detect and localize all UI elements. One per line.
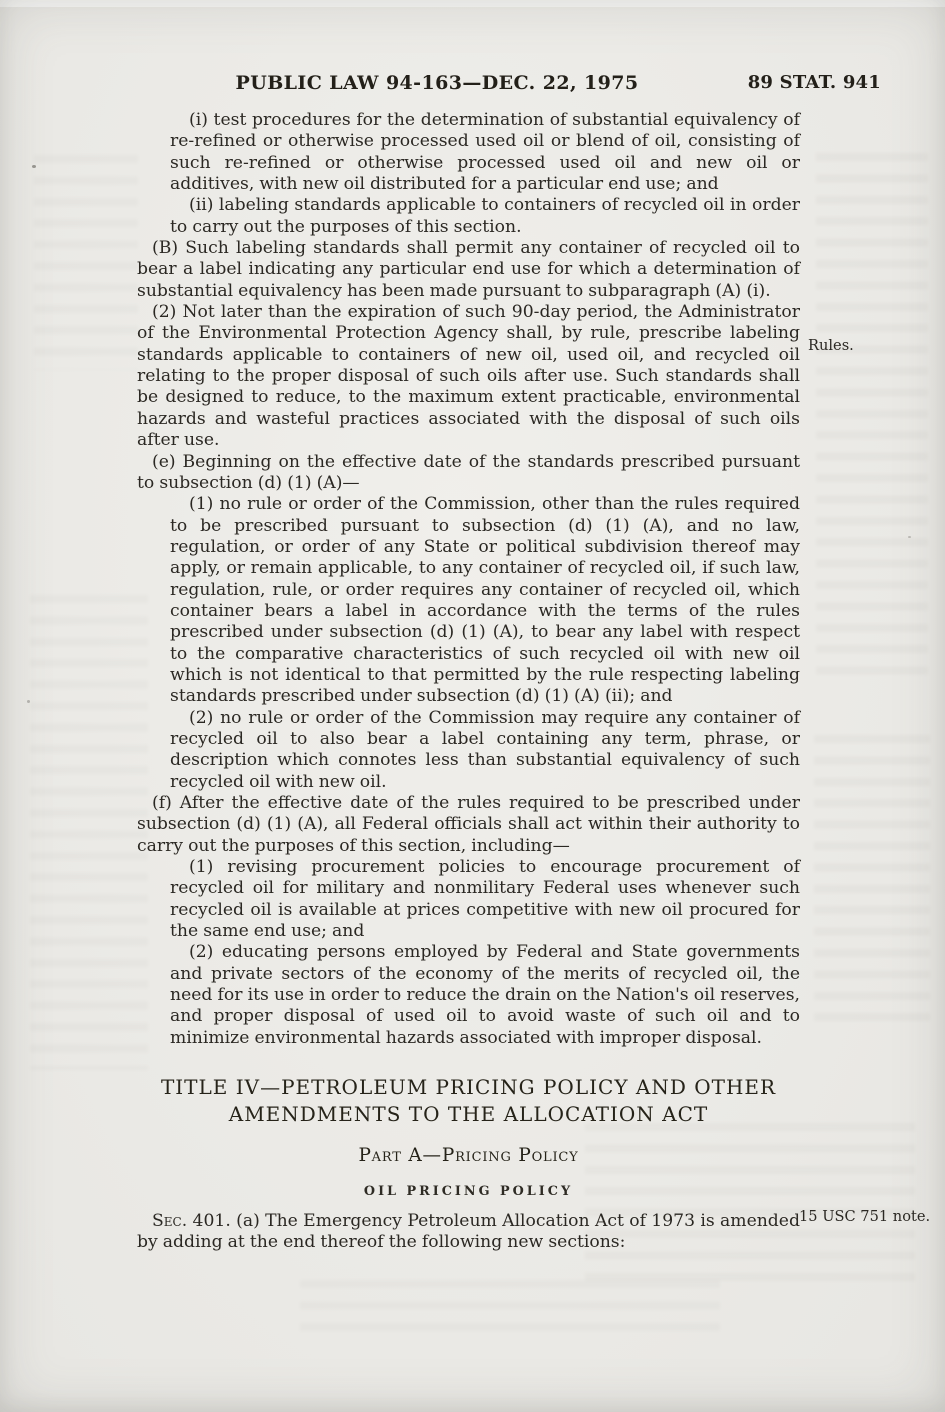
ink-speck — [27, 700, 30, 703]
title-iv-heading — [137, 1074, 800, 1128]
bleed-through-texture — [816, 148, 928, 688]
bleed-through-texture — [30, 590, 148, 1070]
ink-speck — [908, 536, 911, 538]
section-401-label: Sec. 401. — [152, 1211, 231, 1232]
part-a-heading: Part A—Pricing Policy — [358, 1145, 579, 1167]
bleed-through-texture — [814, 730, 930, 1030]
paragraph-2: (2) Not later than the expiration of such 90-day period, the Administrator of the Environmental Protection Agency shall, by rule, prescribe labeling standards applicable to containers of new oil, used oil, and recycled oil relating to the proper disposal of such oils after use. Such standards shall be designed to reduce, to the maximum extent practicable, environmental hazards and wasteful practices associated with the disposal of such oils after use. — [137, 302, 800, 451]
running-head-law-citation: PUBLIC LAW 94-163—DEC. 22, 1975 — [235, 72, 639, 94]
margin-note-rules: Rules. — [808, 337, 854, 354]
item-e-1: (1) no rule or order of the Commission, other than the rules required to be prescribed pursuant to subsection (d) (1) (A), and no law, regulation, or order of any State or political subdivision thereof may apply, or remain applicable, to any container of recycled oil, if such law, regulation, rule, or order requires any container of recycled oil, which container bears a label in accordance with the terms of the rules prescribed under subsection (d) (1) (A), to bear any label with respect to the comparative characteristics of such recycled oil with new oil which is not identical to that permitted by the rule respecting labeling standards prescribed under subsection (d) (1) (A) (ii); and — [170, 494, 800, 707]
item-f-1: (1) revising procurement policies to encourage procurement of recycled oil for military and nonmilitary Federal uses whenever such recycled oil is available at prices competitive with new oil procured for the same end use; and — [170, 857, 800, 942]
section-401-paragraph — [137, 1211, 800, 1254]
item-e-2: (2) no rule or order of the Commission may require any container of recycled oil to also bear a label containing any term, phrase, or description which connotes less than substantial equivalency of such recycled oil with new oil. — [170, 707, 800, 792]
statute-text-column — [137, 110, 800, 1254]
clause-i: (i) test procedures for the determination of substantial equivalency of re-refined or otherwise processed used oil or blend of oil, consisting of such re-refined or otherwise processed used oil and new oil or additives, with new oil distributed for a particular end use; and — [170, 110, 800, 195]
running-head-stat-citation: 89 STAT. 941 — [747, 72, 881, 93]
subsection-f: (f) After the effective date of the rules required to be prescribed under subsection (d) (1) (A), all Federal officials shall act within their authority to carry out the purposes of this section, including— — [137, 793, 800, 856]
item-f-2: (2) educating persons employed by Federal and State governments and private sectors of the economy of the merits of recycled oil, the need for its use in order to reduce the drain on the Nation's oil reserves, and proper disposal of used oil to avoid waste of such oil and to minimize environmental hazards associated with improper disposal. — [170, 942, 800, 1048]
subsection-e: (e) Beginning on the effective date of the standards prescribed pursuant to subsection (d) (1) (A)— — [137, 451, 800, 493]
bleed-through-texture — [300, 1275, 720, 1335]
scan-edge — [0, 0, 945, 7]
clause-ii: (ii) labeling standards applicable to containers of recycled oil in order to carry out the purposes of this section. — [170, 195, 800, 237]
subparagraph-B: (B) Such labeling standards shall permit any container of recycled oil to bear a label indicating any particular end use for which a determination of substantial equivalency has been made pursuant to subparagraph (A) (i). — [137, 238, 800, 301]
ink-speck — [32, 165, 36, 168]
bleed-through-texture — [34, 150, 138, 370]
title-iv-line2: AMENDMENTS TO THE ALLOCATION ACT — [228, 1102, 709, 1127]
title-iv-line1: TITLE IV—PETROLEUM PRICING POLICY AND OTHER — [160, 1075, 777, 1100]
section-401-text: (a) The Emergency Petroleum Allocation Act of 1973 is amended by adding at the end thereof the following new sections: — [137, 1211, 800, 1253]
margin-note-usc-751: 15 USC 751 note. — [799, 1208, 931, 1225]
oil-pricing-policy-heading: OIL PRICING POLICY — [363, 1184, 574, 1200]
